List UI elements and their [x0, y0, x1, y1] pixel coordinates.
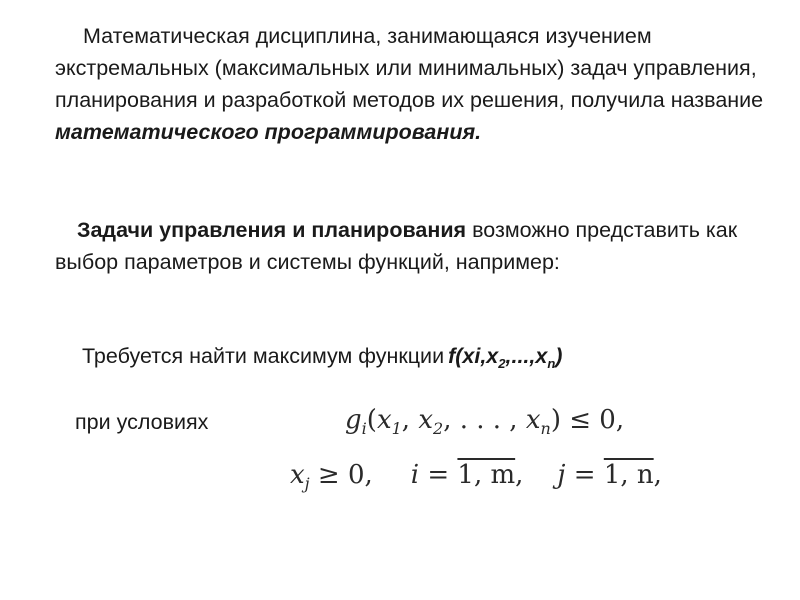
definition-paragraph: [55, 20, 775, 148]
tasks-bold-phrase: Задачи управления и планирования: [77, 218, 467, 242]
tasks-text: возможно представить как выбор параметров и системы функций, например:: [55, 218, 738, 274]
objective-function: $f(xi,x_2,...,x_n)$: [448, 344, 563, 371]
constraint-formula-g: $g_i(x_1$, $x_2$, . . . , $x_n) \le 0$,: [345, 405, 625, 438]
conditions-label: при условиях: [75, 410, 209, 434]
tasks-paragraph: [55, 214, 775, 278]
constraint-formula-bounds: $x_j \ge 0$, i = 1, m, j = 1, n,: [290, 460, 662, 493]
requirement-line: [82, 340, 562, 380]
math-programming-term: математического программирования.: [55, 120, 482, 144]
requirement-text: Требуется найти максимум функции: [82, 344, 445, 368]
definition-text: Математическая дисциплина, занимающаяся изучением экстремальных (максимальных или минимальных) задач управления, планирования и разработкой методов их решения, получила название: [55, 24, 764, 112]
